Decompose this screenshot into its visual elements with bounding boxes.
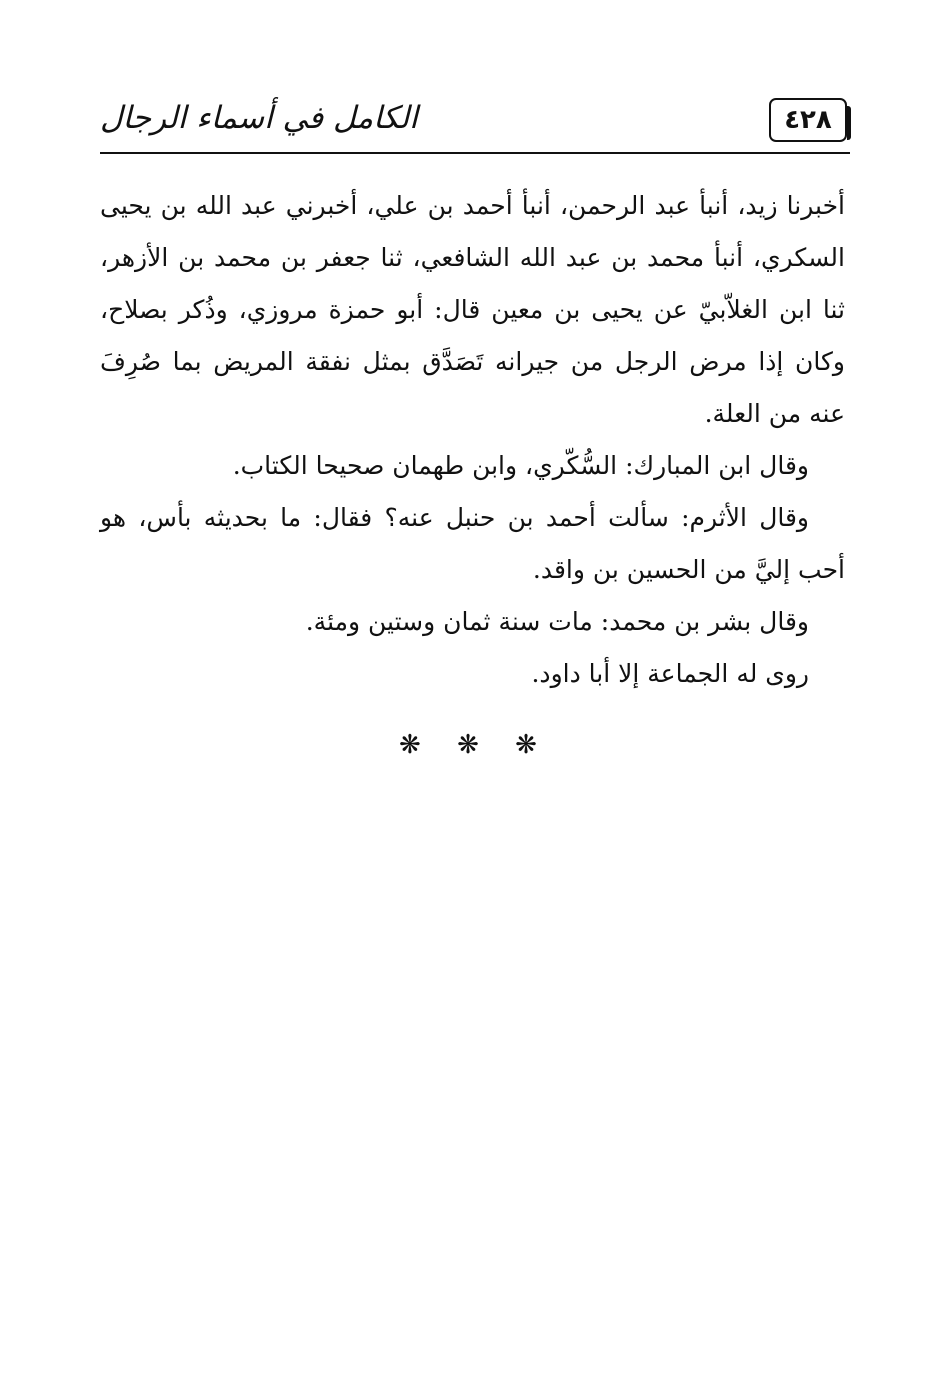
header-rule [100, 152, 850, 154]
paragraph-riwaya: روى له الجماعة إلا أبا داود. [531, 659, 809, 688]
paragraph-al-athram: وقال الأثرم: سألت أحمد بن حنبل عنه؟ فقال: ما بحديثه بأس، هو أحب إليَّ من الحسين بن واقد. [100, 503, 845, 584]
paragraph-bishr: وقال بشر بن محمد: مات سنة ثمان وستين ومئة. [305, 607, 809, 636]
section-separator: ❋ ❋ ❋ [399, 730, 551, 760]
running-title: الكامل في أسماء الرجال [100, 100, 418, 136]
page-number: ٤٢٨ [769, 98, 847, 142]
body-text [100, 180, 845, 700]
page-header [100, 92, 850, 154]
paragraph-ibn-al-mubarak: وقال ابن المبارك: السُّكّري، وابن طهمان صحيحا الكتاب. [232, 451, 809, 480]
paragraph-isnad: أخبرنا زيد، أنبأ عبد الرحمن، أنبأ أحمد بن علي، أخبرني عبد الله بن يحيى السكري، أنبأ محمد بن عبد الله الشافعي، ثنا جعفر بن محمد بن الأزهر، ثنا ابن الغلاّبيّ عن يحيى بن معين قال: أبو حمزة مروزي، وذُكر بصلاح، وكان إذا مرض الرجل من جيرانه تَصَدَّق بمثل نفقة المريض بما صُرِفَ عنه من العلة. [100, 191, 845, 428]
